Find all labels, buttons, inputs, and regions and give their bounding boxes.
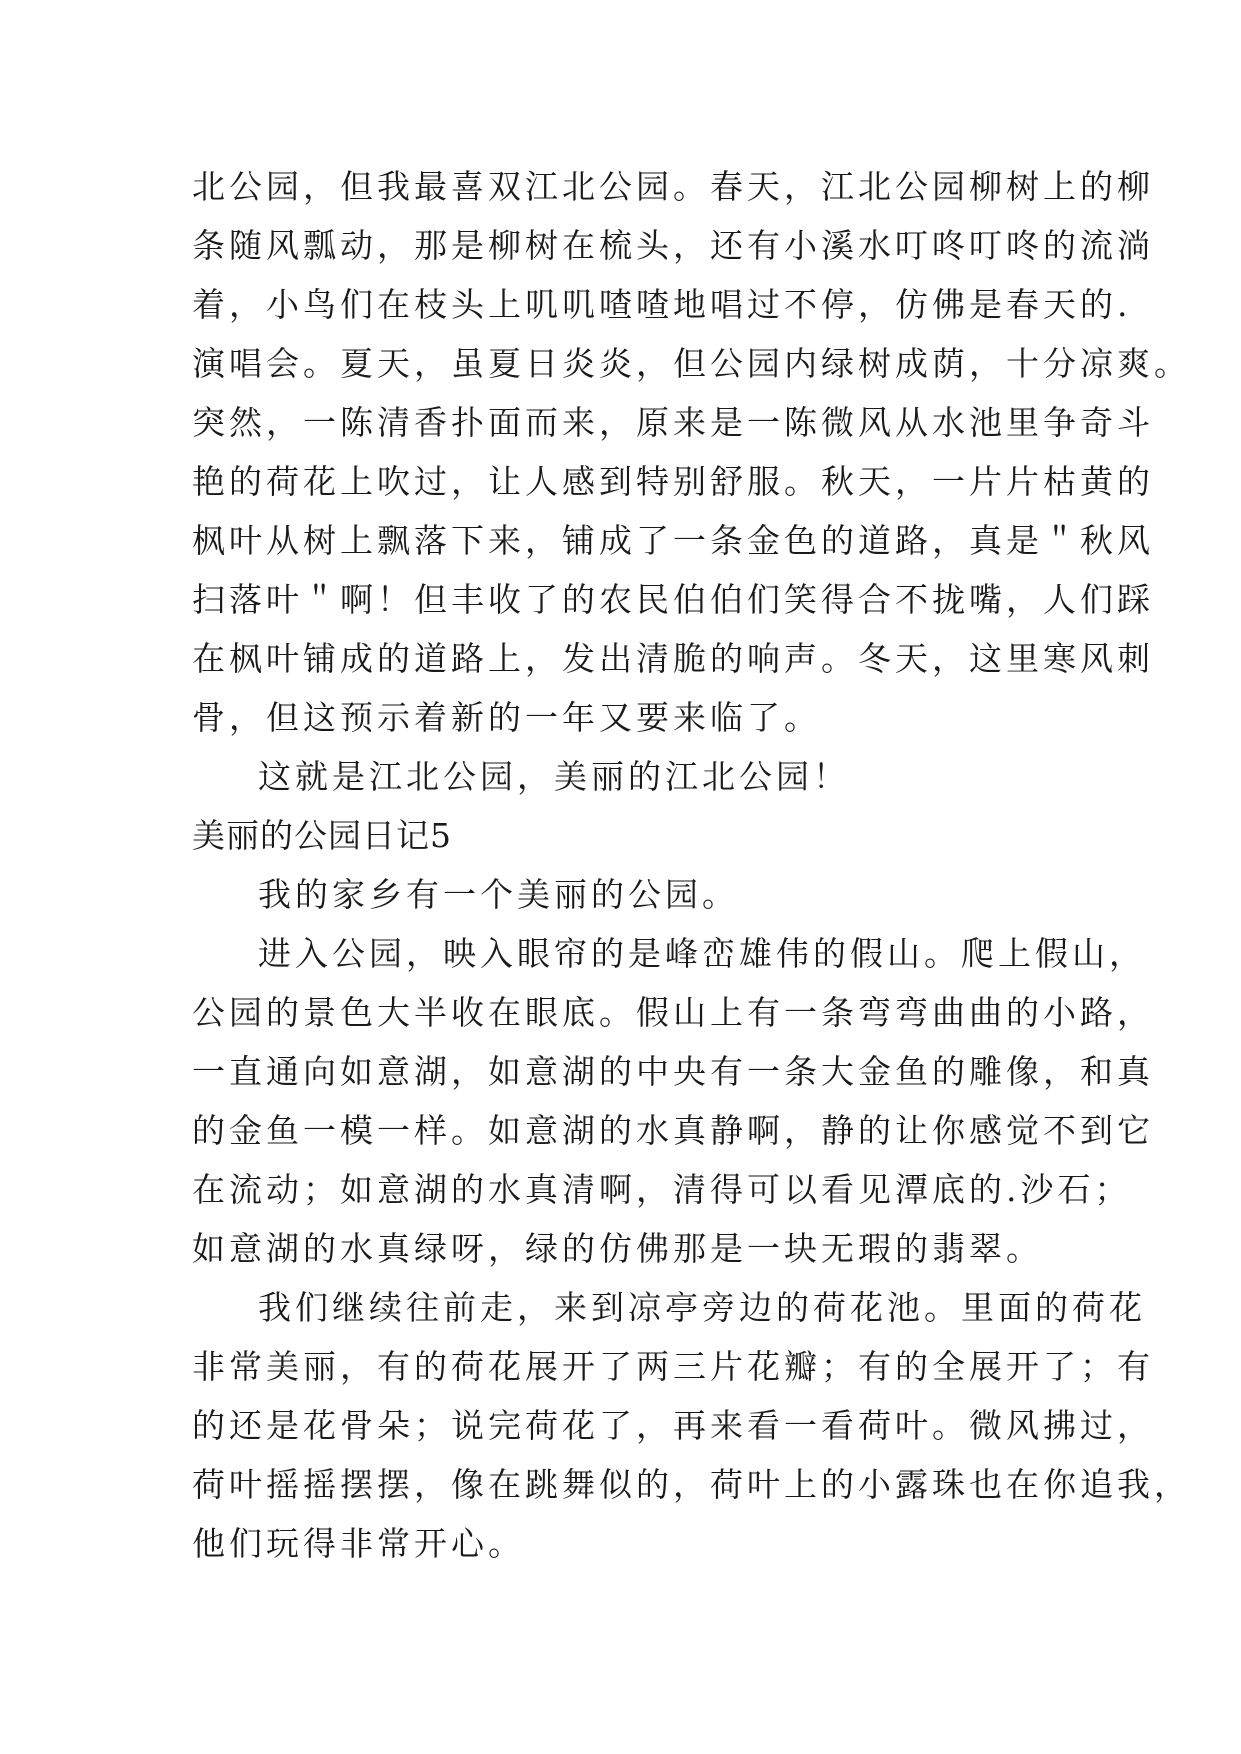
text-line: 骨，但这预示着新的一年又要来临了。 — [192, 698, 821, 737]
text-line: 的金鱼一模一样。如意湖的水真静啊，静的让你感觉不到它 — [192, 1111, 1154, 1150]
text-line: 条随风瓢动，那是柳树在梳头，还有小溪水叮咚叮咚的流淌 — [192, 226, 1154, 265]
text-line: 如意湖的水真绿呀，绿的仿佛那是一块无瑕的翡翠。 — [192, 1229, 1043, 1268]
text-line: 的还是花骨朵；说完荷花了，再来看一看荷叶。微风拂过， — [192, 1406, 1154, 1445]
text-line: 在流动；如意湖的水真清啊，清得可以看见潭底的.沙石； — [192, 1170, 1132, 1209]
text-line: 他们玩得非常开心。 — [192, 1524, 525, 1563]
paragraph-line: 进入公园，映入眼帘的是峰峦雄伟的假山。爬上假山， — [258, 934, 1146, 973]
text-line: 一直通向如意湖，如意湖的中央有一条大金鱼的雕像，和真 — [192, 1052, 1154, 1091]
text-line: 着，小鸟们在枝头上叽叽喳喳地唱过不停，仿佛是春天的. — [192, 285, 1132, 324]
paragraph-line: 我的家乡有一个美丽的公园。 — [258, 875, 739, 914]
section-heading: 美丽的公园日记5 — [192, 816, 452, 855]
text-line: 在枫叶铺成的道路上，发出清脆的响声。冬天，这里寒风刺 — [192, 639, 1154, 678]
paragraph-line: 这就是江北公园，美丽的江北公园！ — [258, 757, 850, 796]
text-line: 公园的景色大半收在眼底。假山上有一条弯弯曲曲的小路， — [192, 993, 1154, 1032]
text-line: 非常美丽，有的荷花展开了两三片花瓣；有的全展开了；有 — [192, 1347, 1154, 1386]
text-line: 北公园，但我最喜双江北公园。春天，江北公园柳树上的柳 — [192, 167, 1154, 206]
text-line: 荷叶摇摇摆摆，像在跳舞似的，荷叶上的小露珠也在你追我， — [192, 1465, 1191, 1504]
document-body — [192, 157, 1191, 1573]
text-line: 枫叶从树上飘落下来，铺成了一条金色的道路，真是＂秋风 — [192, 521, 1154, 560]
text-line: 扫落叶＂啊！但丰收了的农民伯伯们笑得合不拢嘴，人们踩 — [192, 580, 1154, 619]
text-line: 突然，一陈清香扑面而来，原来是一陈微风从水池里争奇斗 — [192, 403, 1154, 442]
text-line: 演唱会。夏天，虽夏日炎炎，但公园内绿树成荫，十分凉爽。 — [192, 344, 1191, 383]
text-line: 艳的荷花上吹过，让人感到特别舒服。秋天，一片片枯黄的 — [192, 462, 1154, 501]
paragraph-line: 我们继续往前走，来到凉亭旁边的荷花池。里面的荷花 — [258, 1288, 1146, 1327]
